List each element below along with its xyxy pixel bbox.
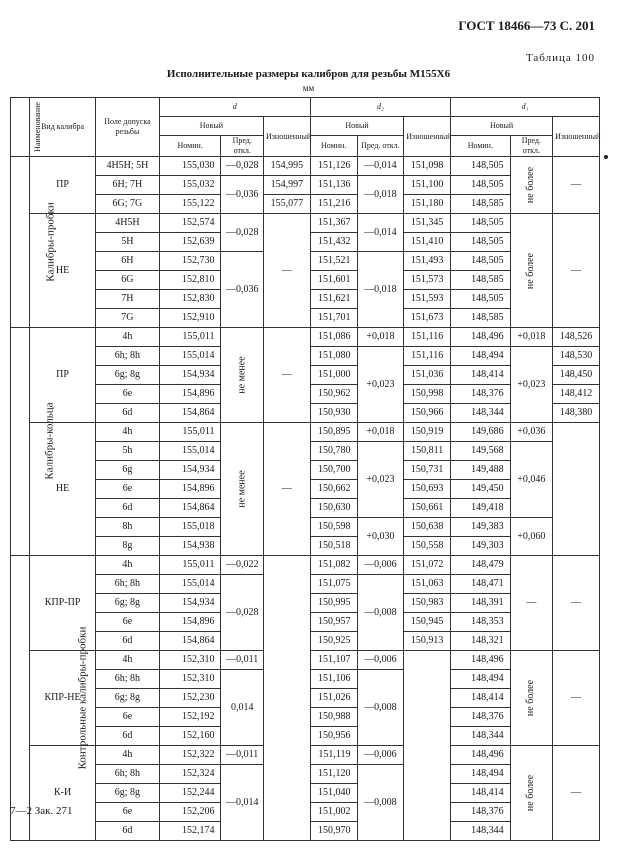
d2-worn: 150,919 bbox=[404, 423, 451, 442]
d2-worn: 150,983 bbox=[404, 594, 451, 613]
d1-deviation: +0,046 bbox=[510, 442, 553, 518]
header-nominal: Номин. bbox=[451, 136, 511, 157]
tolerance-cell: 4h bbox=[96, 651, 160, 670]
d2-nominal: 151,601 bbox=[310, 271, 357, 290]
tolerance-cell: 4h bbox=[96, 746, 160, 765]
header-deviation: Пред. откл. bbox=[510, 136, 553, 157]
header-d: d bbox=[159, 98, 310, 117]
d-deviation: —0,014 bbox=[221, 765, 264, 841]
d1-nominal: 148,505 bbox=[451, 214, 511, 233]
header-type: Вид калибра bbox=[30, 98, 96, 157]
d-nominal: 152,160 bbox=[159, 727, 221, 746]
d-deviation: 0,014 bbox=[221, 670, 264, 746]
header-nominal: Номин. bbox=[159, 136, 221, 157]
d2-nominal: 150,700 bbox=[310, 461, 357, 480]
gauge-kind: КПР-НЕ bbox=[30, 651, 96, 746]
d2-worn: 151,593 bbox=[404, 290, 451, 309]
d-nominal: 152,230 bbox=[159, 689, 221, 708]
header-d2: d₂ bbox=[310, 98, 450, 117]
d-deviation: —0,011 bbox=[221, 746, 264, 765]
d-worn bbox=[263, 556, 310, 841]
d2-nominal: 151,075 bbox=[310, 575, 357, 594]
d2-nominal: 150,957 bbox=[310, 613, 357, 632]
d-nominal: 152,310 bbox=[159, 670, 221, 689]
d-nominal: 152,244 bbox=[159, 784, 221, 803]
d1-worn: 148,530 bbox=[553, 347, 600, 366]
d2-nominal: 150,956 bbox=[310, 727, 357, 746]
d-nominal: 152,322 bbox=[159, 746, 221, 765]
d1-nominal: 148,414 bbox=[451, 784, 511, 803]
d1-nominal: 148,344 bbox=[451, 404, 511, 423]
d1-nominal: 149,418 bbox=[451, 499, 511, 518]
tolerance-cell: 5Н bbox=[96, 233, 160, 252]
tolerance-cell: 6g; 8g bbox=[96, 689, 160, 708]
d2-deviation: —0,008 bbox=[357, 575, 404, 651]
d-nominal: 152,730 bbox=[159, 252, 221, 271]
table-row bbox=[11, 157, 600, 176]
d1-not-more: не более bbox=[510, 746, 553, 841]
tolerance-cell: 4h bbox=[96, 556, 160, 575]
d2-nominal: 151,621 bbox=[310, 290, 357, 309]
d2-worn: 151,036 bbox=[404, 366, 451, 385]
d2-nominal: 150,518 bbox=[310, 537, 357, 556]
d2-nominal: 150,930 bbox=[310, 404, 357, 423]
d1-nominal: 148,585 bbox=[451, 271, 511, 290]
table-number: Таблица 100 bbox=[525, 52, 595, 64]
header-name: Наименование bbox=[11, 98, 30, 157]
d1-worn: 148,526 bbox=[553, 328, 600, 347]
d-worn: 155,077 bbox=[263, 195, 310, 214]
d1-nominal: 148,585 bbox=[451, 309, 511, 328]
d2-deviation: —0,014 bbox=[357, 157, 404, 176]
table-unit: мм bbox=[302, 83, 315, 93]
gauge-kind: ПР bbox=[30, 328, 96, 423]
d2-nominal: 151,002 bbox=[310, 803, 357, 822]
group-ring: Калибры-кольца bbox=[11, 328, 30, 556]
tolerance-cell: 6Н bbox=[96, 252, 160, 271]
d-nominal: 154,896 bbox=[159, 480, 221, 499]
tolerance-cell: 7G bbox=[96, 309, 160, 328]
d-nominal: 155,032 bbox=[159, 176, 221, 195]
header-d1: d₁ bbox=[451, 98, 600, 117]
d1-nominal: 148,414 bbox=[451, 689, 511, 708]
d-nominal: 152,192 bbox=[159, 708, 221, 727]
d1-worn: 148,380 bbox=[553, 404, 600, 423]
margin-bullet bbox=[604, 155, 608, 159]
tolerance-cell: 6G bbox=[96, 271, 160, 290]
d1-nominal: 148,391 bbox=[451, 594, 511, 613]
d2-nominal: 150,630 bbox=[310, 499, 357, 518]
d1-deviation: — bbox=[510, 556, 553, 651]
d2-nominal: 150,925 bbox=[310, 632, 357, 651]
d-nominal: 155,030 bbox=[159, 157, 221, 176]
d2-nominal: 150,962 bbox=[310, 385, 357, 404]
d-deviation: —0,028 bbox=[221, 575, 264, 651]
d-nominal: 152,830 bbox=[159, 290, 221, 309]
tolerance-cell: 6h; 8h bbox=[96, 347, 160, 366]
d2-nominal: 151,086 bbox=[310, 328, 357, 347]
table-row bbox=[11, 214, 600, 233]
d1-worn: — bbox=[553, 746, 600, 841]
tolerance-cell: 6e bbox=[96, 613, 160, 632]
d-nominal: 152,174 bbox=[159, 822, 221, 841]
d2-nominal: 151,000 bbox=[310, 366, 357, 385]
d2-worn: 151,063 bbox=[404, 575, 451, 594]
tolerance-cell: 7Н bbox=[96, 290, 160, 309]
d-nominal: 155,014 bbox=[159, 442, 221, 461]
d2-nominal: 151,126 bbox=[310, 157, 357, 176]
d2-worn bbox=[404, 651, 451, 841]
d1-worn: — bbox=[553, 157, 600, 214]
d1-nominal: 149,383 bbox=[451, 518, 511, 537]
d1-not-more: не более bbox=[510, 157, 553, 214]
d1-nominal: 148,494 bbox=[451, 765, 511, 784]
d1-nominal: 148,353 bbox=[451, 613, 511, 632]
page-footer: 7—2 Зак. 271 bbox=[10, 805, 73, 817]
d1-worn: 148,450 bbox=[553, 366, 600, 385]
d1-nominal: 148,414 bbox=[451, 366, 511, 385]
tolerance-cell: 6d bbox=[96, 404, 160, 423]
d1-nominal: 148,585 bbox=[451, 195, 511, 214]
d2-worn: 150,966 bbox=[404, 404, 451, 423]
d1-nominal: 148,505 bbox=[451, 290, 511, 309]
d2-nominal: 151,216 bbox=[310, 195, 357, 214]
d2-worn: 151,116 bbox=[404, 347, 451, 366]
tolerance-cell: 6d bbox=[96, 822, 160, 841]
d-nominal: 152,574 bbox=[159, 214, 221, 233]
d-nominal: 152,639 bbox=[159, 233, 221, 252]
tolerance-cell: 6d bbox=[96, 499, 160, 518]
d-deviation: —0,028 bbox=[221, 214, 264, 252]
tolerance-cell: 8g bbox=[96, 537, 160, 556]
header-nominal: Номин. bbox=[310, 136, 357, 157]
d2-nominal: 150,995 bbox=[310, 594, 357, 613]
d1-not-more: не более bbox=[510, 214, 553, 328]
d2-worn: 150,945 bbox=[404, 613, 451, 632]
d2-worn: 151,573 bbox=[404, 271, 451, 290]
d-nominal: 152,206 bbox=[159, 803, 221, 822]
d2-deviation: +0,023 bbox=[357, 347, 404, 423]
d2-worn: 150,558 bbox=[404, 537, 451, 556]
d2-worn: 151,098 bbox=[404, 157, 451, 176]
d1-nominal: 148,376 bbox=[451, 803, 511, 822]
d1-nominal: 148,505 bbox=[451, 176, 511, 195]
gauge-kind: НЕ bbox=[30, 423, 96, 556]
tolerance-cell: 6d bbox=[96, 632, 160, 651]
d1-nominal: 148,376 bbox=[451, 385, 511, 404]
d1-nominal: 148,496 bbox=[451, 328, 511, 347]
d-nominal: 152,810 bbox=[159, 271, 221, 290]
d2-worn: 150,811 bbox=[404, 442, 451, 461]
d2-nominal: 151,026 bbox=[310, 689, 357, 708]
header-d1-worn: Изношенный bbox=[553, 117, 600, 157]
d1-nominal: 148,496 bbox=[451, 651, 511, 670]
d-nominal: 155,011 bbox=[159, 556, 221, 575]
d-nominal: 154,864 bbox=[159, 632, 221, 651]
tolerance-cell: 6g bbox=[96, 461, 160, 480]
d2-deviation: +0,030 bbox=[357, 518, 404, 556]
group-control: Контрольные калибры-пробки bbox=[11, 556, 30, 841]
d2-worn: 150,998 bbox=[404, 385, 451, 404]
d1-nominal: 148,494 bbox=[451, 347, 511, 366]
d1-nominal: 148,505 bbox=[451, 157, 511, 176]
tolerance-cell: 6G; 7G bbox=[96, 195, 160, 214]
d2-worn: 151,180 bbox=[404, 195, 451, 214]
d-nominal: 152,310 bbox=[159, 651, 221, 670]
d-nominal: 155,014 bbox=[159, 347, 221, 366]
d1-nominal: 148,505 bbox=[451, 252, 511, 271]
d1-nominal: 149,686 bbox=[451, 423, 511, 442]
d1-worn: — bbox=[553, 556, 600, 651]
tolerance-cell: 6e bbox=[96, 385, 160, 404]
tolerance-cell: 8h bbox=[96, 518, 160, 537]
table-title: Исполнительные размеры калибров для резьбы М155Х6 bbox=[166, 68, 451, 80]
header-d-new: Новый bbox=[159, 117, 263, 136]
d-nominal: 155,011 bbox=[159, 328, 221, 347]
gauge-kind: К-И bbox=[30, 746, 96, 841]
tolerance-cell: 6Н; 7Н bbox=[96, 176, 160, 195]
tolerance-cell: 6h; 8h bbox=[96, 670, 160, 689]
d1-nominal: 148,344 bbox=[451, 727, 511, 746]
d1-not-more: не более bbox=[510, 651, 553, 746]
d-deviation: —0,036 bbox=[221, 252, 264, 328]
d1-nominal: 148,344 bbox=[451, 822, 511, 841]
d-worn: — bbox=[263, 328, 310, 423]
tolerance-cell: 6h; 8h bbox=[96, 765, 160, 784]
d2-worn: 151,345 bbox=[404, 214, 451, 233]
tolerance-cell: 6e bbox=[96, 708, 160, 727]
d2-nominal: 151,107 bbox=[310, 651, 357, 670]
d1-nominal: 148,471 bbox=[451, 575, 511, 594]
d-nominal: 152,910 bbox=[159, 309, 221, 328]
d-not-less: не менее bbox=[221, 423, 264, 556]
d-nominal: 154,934 bbox=[159, 366, 221, 385]
tolerance-cell: 6d bbox=[96, 727, 160, 746]
d2-nominal: 150,970 bbox=[310, 822, 357, 841]
d2-deviation: —0,006 bbox=[357, 651, 404, 670]
header-tolerance: Поле допуска резьбы bbox=[96, 98, 160, 157]
d2-nominal: 151,367 bbox=[310, 214, 357, 233]
d2-nominal: 151,521 bbox=[310, 252, 357, 271]
d-nominal: 154,896 bbox=[159, 613, 221, 632]
d-worn: 154,997 bbox=[263, 176, 310, 195]
tolerance-cell: 4h bbox=[96, 423, 160, 442]
d2-worn: 150,693 bbox=[404, 480, 451, 499]
d-deviation: —0,011 bbox=[221, 651, 264, 670]
d1-worn: — bbox=[553, 214, 600, 328]
tolerance-cell: 4Н5Н; 5Н bbox=[96, 157, 160, 176]
d2-deviation: —0,008 bbox=[357, 765, 404, 841]
d1-nominal: 149,568 bbox=[451, 442, 511, 461]
d1-worn: — bbox=[553, 651, 600, 746]
d2-nominal: 151,040 bbox=[310, 784, 357, 803]
d-nominal: 154,896 bbox=[159, 385, 221, 404]
d2-worn: 151,673 bbox=[404, 309, 451, 328]
d2-worn: 150,661 bbox=[404, 499, 451, 518]
table-row bbox=[11, 328, 600, 347]
d2-nominal: 151,080 bbox=[310, 347, 357, 366]
d2-worn: 151,072 bbox=[404, 556, 451, 575]
tolerance-cell: 5h bbox=[96, 442, 160, 461]
d-nominal: 154,864 bbox=[159, 404, 221, 423]
d2-nominal: 151,701 bbox=[310, 309, 357, 328]
group-plug: Калибры-пробки bbox=[11, 157, 30, 328]
gauge-table bbox=[10, 97, 600, 841]
tolerance-cell: 4Н5Н bbox=[96, 214, 160, 233]
header-deviation: Пред. откл. bbox=[221, 136, 264, 157]
d2-worn: 151,116 bbox=[404, 328, 451, 347]
tolerance-cell: 6g; 8g bbox=[96, 594, 160, 613]
d2-nominal: 150,598 bbox=[310, 518, 357, 537]
header-deviation: Пред. откл. bbox=[357, 136, 404, 157]
d1-deviation: +0,018 bbox=[510, 328, 553, 347]
d-nominal: 154,938 bbox=[159, 537, 221, 556]
d1-nominal: 148,505 bbox=[451, 233, 511, 252]
d2-nominal: 151,106 bbox=[310, 670, 357, 689]
d2-worn: 151,100 bbox=[404, 176, 451, 195]
d1-deviation: +0,060 bbox=[510, 518, 553, 556]
d2-deviation: —0,006 bbox=[357, 556, 404, 575]
d-deviation: —0,036 bbox=[221, 176, 264, 214]
header-d-worn: Изношенный bbox=[263, 117, 310, 157]
d1-worn: 148,412 bbox=[553, 385, 600, 404]
d2-worn: 150,638 bbox=[404, 518, 451, 537]
d1-nominal: 149,450 bbox=[451, 480, 511, 499]
d2-worn: 150,731 bbox=[404, 461, 451, 480]
table-row bbox=[11, 423, 600, 442]
d2-nominal: 150,895 bbox=[310, 423, 357, 442]
table-row bbox=[11, 556, 600, 575]
d1-nominal: 148,494 bbox=[451, 670, 511, 689]
d1-worn bbox=[553, 423, 600, 556]
d1-nominal: 148,479 bbox=[451, 556, 511, 575]
gauge-kind: КПР-ПР bbox=[30, 556, 96, 651]
d2-nominal: 150,988 bbox=[310, 708, 357, 727]
d-nominal: 152,324 bbox=[159, 765, 221, 784]
d2-nominal: 151,082 bbox=[310, 556, 357, 575]
d-not-less: не менее bbox=[221, 328, 264, 423]
d-nominal: 155,018 bbox=[159, 518, 221, 537]
d2-deviation: +0,023 bbox=[357, 442, 404, 518]
d1-deviation: +0,036 bbox=[510, 423, 553, 442]
d1-deviation: +0,023 bbox=[510, 347, 553, 423]
tolerance-cell: 6g; 8g bbox=[96, 366, 160, 385]
header-d2-worn: Изношенный bbox=[404, 117, 451, 157]
header-d1-new: Новый bbox=[451, 117, 553, 136]
d1-nominal: 149,488 bbox=[451, 461, 511, 480]
d2-nominal: 150,662 bbox=[310, 480, 357, 499]
d2-deviation: —0,018 bbox=[357, 176, 404, 214]
tolerance-cell: 4h bbox=[96, 328, 160, 347]
d2-worn: 150,913 bbox=[404, 632, 451, 651]
d2-worn: 151,493 bbox=[404, 252, 451, 271]
d-nominal: 154,934 bbox=[159, 461, 221, 480]
gauge-kind: НЕ bbox=[30, 214, 96, 328]
d1-nominal: 148,321 bbox=[451, 632, 511, 651]
d-nominal: 154,864 bbox=[159, 499, 221, 518]
d2-deviation: +0,018 bbox=[357, 423, 404, 442]
d2-deviation: —0,006 bbox=[357, 746, 404, 765]
d2-deviation: +0,018 bbox=[357, 328, 404, 347]
header-d2-new: Новый bbox=[310, 117, 404, 136]
d2-nominal: 151,432 bbox=[310, 233, 357, 252]
d-nominal: 155,011 bbox=[159, 423, 221, 442]
tolerance-cell: 6e bbox=[96, 803, 160, 822]
tolerance-cell: 6g; 8g bbox=[96, 784, 160, 803]
d2-deviation: —0,014 bbox=[357, 214, 404, 252]
d-worn: — bbox=[263, 214, 310, 328]
d2-nominal: 151,119 bbox=[310, 746, 357, 765]
d2-nominal: 151,136 bbox=[310, 176, 357, 195]
d2-nominal: 150,780 bbox=[310, 442, 357, 461]
d-deviation: —0,022 bbox=[221, 556, 264, 575]
d1-nominal: 148,496 bbox=[451, 746, 511, 765]
d1-nominal: 148,376 bbox=[451, 708, 511, 727]
d-nominal: 155,122 bbox=[159, 195, 221, 214]
tolerance-cell: 6h; 8h bbox=[96, 575, 160, 594]
d2-deviation: —0,008 bbox=[357, 670, 404, 746]
d2-deviation: —0,018 bbox=[357, 252, 404, 328]
d-deviation: —0,028 bbox=[221, 157, 264, 176]
d2-worn: 151,410 bbox=[404, 233, 451, 252]
d-worn: — bbox=[263, 423, 310, 556]
page-header: ГОСТ 18466—73 С. 201 bbox=[458, 18, 595, 33]
tolerance-cell: 6e bbox=[96, 480, 160, 499]
gauge-kind: ПР bbox=[30, 157, 96, 214]
d1-nominal: 149,303 bbox=[451, 537, 511, 556]
d-worn: 154,995 bbox=[263, 157, 310, 176]
d-nominal: 155,014 bbox=[159, 575, 221, 594]
d-nominal: 154,934 bbox=[159, 594, 221, 613]
d2-nominal: 151,120 bbox=[310, 765, 357, 784]
